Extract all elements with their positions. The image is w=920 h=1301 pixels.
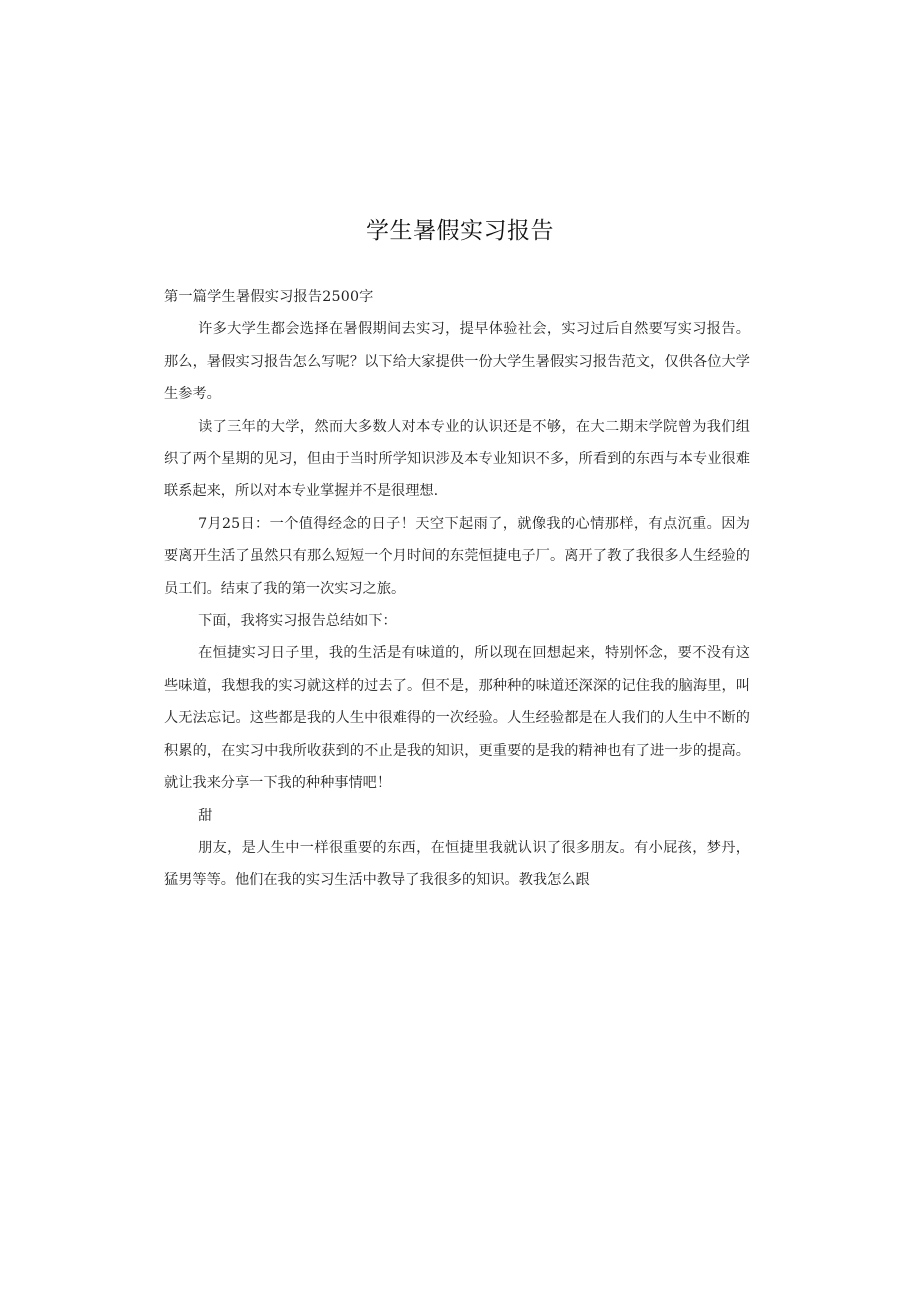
document-title: 学生暑假实习报告 [366, 218, 554, 244]
paragraph-summary-intro: 下面，我将实习报告总结如下： [198, 613, 397, 630]
paragraph-friends: 朋友，是人生中一样很重要的东西，在恒捷里我就认识了很多朋友。有小屁孩，梦丹，猛男等等。他们在我的实习生活中教导了我很多的知识。教我怎么跟 [164, 839, 750, 889]
paragraph-reflection: 在恒捷实习日子里，我的生活是有味道的，所以现在回想起来，特别怀念，要不没有这些味道，我想我的实习就这样的过去了。但不是，那种种的味道还深深的记住我的脑海里，叫人无法忘记。这些都是我的人生中很难得的一次经验。人生经验都是在人我们的人生中不断的积累的，在实习中我所收获到的不止是我的知识，更重要的是我的精神也有了进一步的提高。就让我来分享一下我的种种事情吧！ [164, 645, 750, 792]
paragraph-background: 读了三年的大学，然而大多数人对本专业的认识还是不够，在大二期末学院曾为我们组织了两个星期的见习，但由于当时所学知识涉及本专业知识不多，所看到的东西与本专业很难联系起来，所以对本专业掌握并不是很理想. [164, 418, 750, 500]
paragraph-july-25: 7月25日：一个值得经念的日子！天空下起雨了，就像我的心情那样，有点沉重。因为要离开生活了虽然只有那么短短一个月时间的东莞恒捷电子厂。离开了教了我很多人生经验的员工们。结束了我的第一次实习之旅。 [164, 515, 750, 597]
paragraph-intro: 许多大学生都会选择在暑假期间去实习，提早体验社会，实习过后自然要写实习报告。那么，暑假实习报告怎么写呢？以下给大家提供一份大学生暑假实习报告范文，仅供各位大学生参考。 [164, 321, 750, 403]
section-heading: 第一篇学生暑假实习报告2500字 [164, 289, 374, 305]
document-body [164, 281, 750, 897]
paragraph-sweet-heading: 甜 [198, 807, 213, 824]
